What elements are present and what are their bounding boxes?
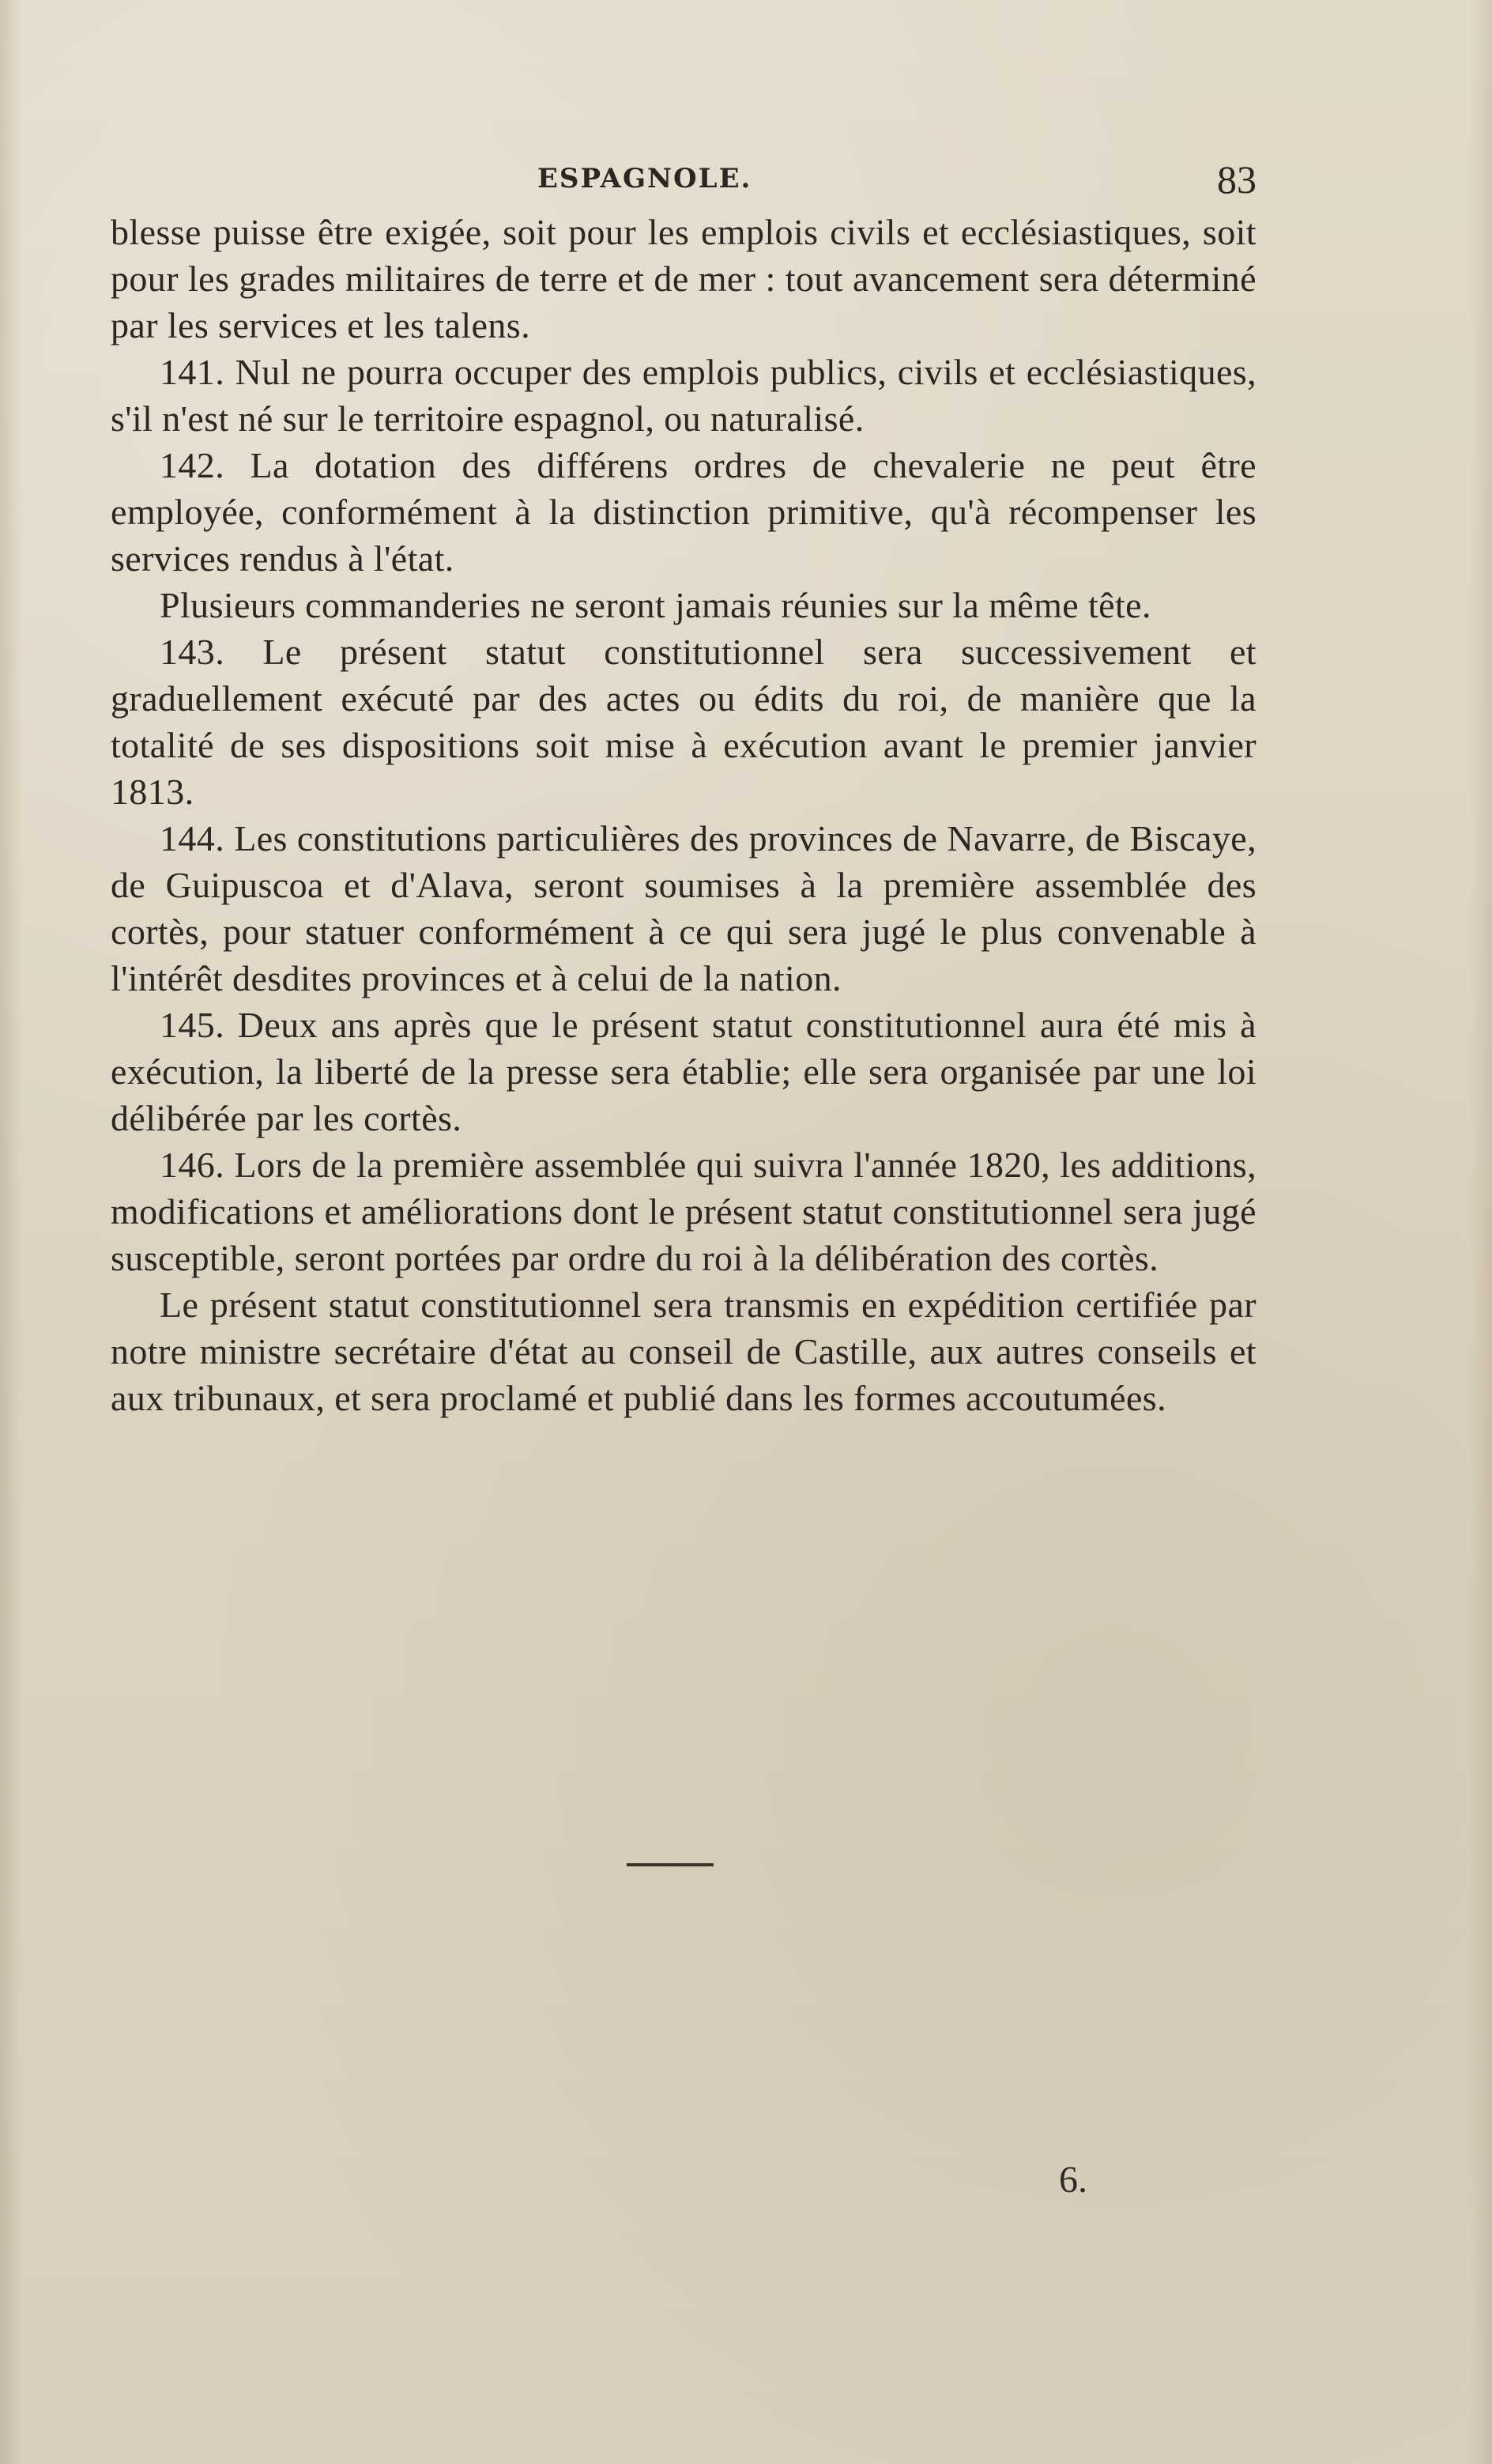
paragraph-7: 146. Lors de la première assemblée qui suivra l'année 1820, les additions, modifications et améliorations dont le présent statut constitutionnel sera jugé susceptible, seront portées par ordre du roi à la délibération des cortès.: [111, 1145, 1257, 1278]
paragraph-3: Plusieurs commanderies ne seront jamais réunies sur la même tête.: [160, 585, 1151, 625]
right-paper-shadow: [1470, 0, 1492, 2464]
paragraph-8: Le présent statut constitutionnel sera transmis en expédition certifiée par notre ministre secrétaire d'état au conseil de Castille, aux autres conseils et aux tribunaux, et sera proclamé et publié dans les formes accoutumées.: [111, 1285, 1257, 1418]
paragraph-2: 142. La dotation des différens ordres de chevalerie ne peut être employée, conformément à la distinction primitive, qu'à récompenser les services rendus à l'état.: [111, 445, 1257, 579]
paragraph-4: 143. Le présent statut constitutionnel sera successivement et graduellement exécuté par des actes ou édits du roi, de manière que la totalité de ses dispositions soit mise à exécution avant le premier janvier 1813.: [111, 632, 1257, 812]
running-title: ESPAGNOLE.: [537, 163, 752, 194]
section-divider: [627, 1863, 714, 1866]
paragraph-5: 144. Les constitutions particulières des provinces de Navarre, de Biscaye, de Guipuscoa et d'Alava, seront soumises à la première assemblée des cortès, pour statuer conformément à ce qui sera jugé le plus convenable à l'intérêt desdites provinces et à celui de la nation.: [111, 818, 1257, 998]
paragraph-6: 145. Deux ans après que le présent statut constitutionnel aura été mis à exécution, la liberté de la presse sera établie; elle sera organisée par une loi délibérée par les cortès.: [111, 1005, 1257, 1138]
body-text: [111, 209, 1257, 1421]
left-paper-shadow: [0, 0, 22, 2464]
page-number: 83: [1217, 157, 1257, 202]
page-header: [111, 157, 1257, 204]
paragraph-1: 141. Nul ne pourra occuper des emplois publics, civils et ecclésiastiques, s'il n'est né sur le territoire espagnol, ou naturalisé.: [111, 352, 1257, 439]
paragraph-0: blesse puisse être exigée, soit pour les emplois civils et ecclésiastiques, soit pour les grades militaires de terre et de mer : tout avancement sera déterminé par les services et les talens.: [111, 212, 1257, 345]
signature-mark: 6.: [1059, 2159, 1087, 2201]
